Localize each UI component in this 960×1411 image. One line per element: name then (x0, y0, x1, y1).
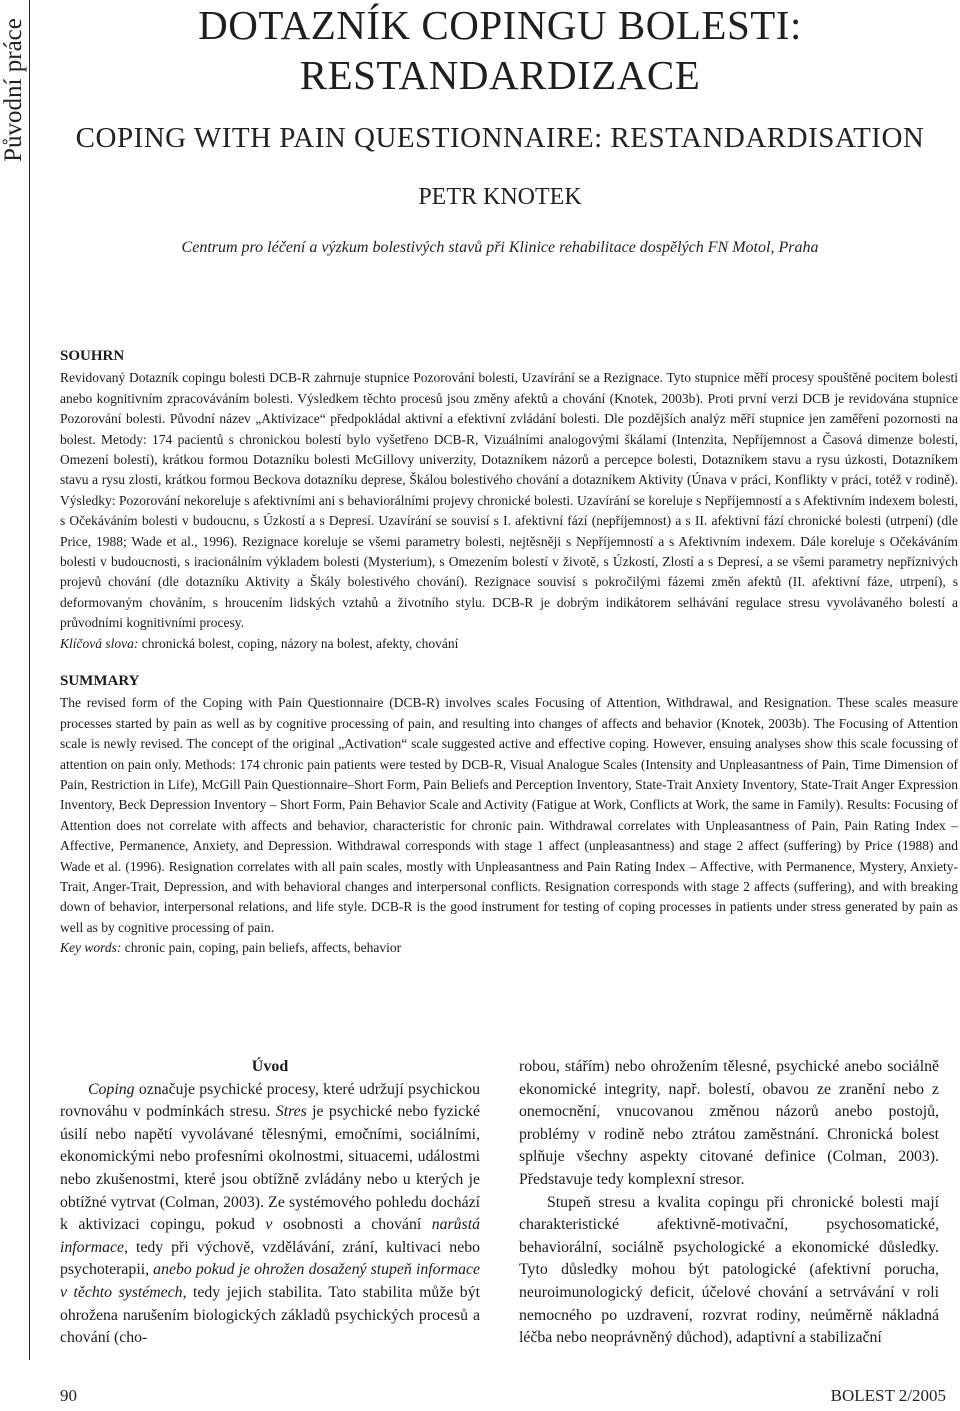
keywords-label-english: Key words: (60, 940, 122, 956)
abstract-english-body: The revised form of the Coping with Pain Questionnaire (DCB-R) involves scales Focusing of Attention, Withdrawal, and Resignation. These scales measure processes started by pain as well as by cognitive processing of pain, and resulting into changes of affects and behavior (Knotek, 2003b). The Focusing of Attention scale is newly revised. The concept of the original „Activation“ scale suggested active and effective coping. However, ensuing analyses show this scale focussing of attention on pain only. Methods: 174 chronic pain patients were tested by DCB-R, Visual Analogue Scales (Intensity and Unpleasantness of Pain, Time Dimension of Pain, Restriction in Life), McGill Pain Questionnaire–Short Form, Pain Beliefs and Perception Inventory, State-Trait Anxiety Inventory, State-Trait Anger Expression Inventory, Beck Depression Inventory – Short Form, Pain Behavior Scale and Activity (Fatigue at Work, Conflicts at Work, the same in Family). Results: Focusing of Attention does not correlate with affects and behavior, characteristic for chronic pain. Withdrawal correlates with Unpleasantness of Pain, Pain Rating Index – Affective, Permanence, Anxiety, and Depression. Withdrawal corresponds with stage 1 affect (unpleasantness) and stage 2 affect (suffering) by Price (1988) and Wade et al. (1996). Resignation correlates with all pain scales, mostly with Unpleasantness and Pain Rating Index – Affective, with Permanence, Mystery, Anxiety-Trait, Anger-Trait, Depression, and with behavioral changes and interpersonal conflicts. Resignation corresponds with stage 2 affects (suffering), and with breaking down of behavior, interpersonal relations, and life style. DCB-R is the good instrument for testing of coping processes in patients under stress generated by pain as well as by cognitive processing of pain. (60, 695, 958, 935)
section-label: Původní práce (0, 18, 27, 162)
section-heading-uvod: Úvod (251, 1058, 289, 1075)
term-stres: Stres (275, 1103, 307, 1121)
text-run: je psychické nebo fyzické úsilí nebo napětí vyvolávané tělesnými, emočními, sociálními, ekonomickými nebo profesními okolnostmi, situacemi, událostmi nebo zkušenostmi, které jsou obtížně zvládány nebo u kterých je obtížné vytrvat (Colman, 2003). Ze systémového pohledu dochází k aktivizaci copingu, pokud (60, 1103, 480, 1234)
text-run: označuje psychické procesy, které udržují psychickou rovnováhu v podmínkách stresu. (60, 1080, 480, 1121)
abstract-english-text (60, 693, 958, 938)
intro-paragraph-1-continued: robou, stářím) nebo ohrožením tělesné, psychické anebo sociálně ekonomické integrity, např. bolestí, obavou ze zranění nebo z onemocnění, vnucovanou změnou názorů anebo postojů, problémy v rodině nebo ztrátou zaměstnání. Chronická bolest splňuje všechny aspekty citované definice (Colman, 2003). Představuje tedy komplexní stresor. (519, 1058, 939, 1188)
abstract-english-keywords (60, 938, 958, 958)
keywords-english: chronic pain, coping, pain beliefs, affects, behavior (121, 940, 402, 956)
text-run: , tedy jejich stabilita. Tato stabilita může být ohrožena narušením biologických základů psychických procesů a chování (cho- (60, 1283, 480, 1347)
section-side-tab (0, 0, 30, 1360)
text-run: osobnosti a chování (272, 1216, 432, 1234)
italic-run: narůstá informace (60, 1216, 480, 1256)
abstract-czech-text (60, 368, 958, 633)
abstract-czech (60, 346, 958, 654)
page-number: 90 (60, 1386, 77, 1405)
keywords-czech: chronická bolest, coping, názory na bolest, afekty, chování (138, 635, 459, 651)
article-title-line-2: RESTANDARDIZACE (299, 52, 701, 98)
journal-issue: BOLEST 2/2005 (830, 1386, 946, 1405)
italic-run: anebo pokud je ohrožen dosažený stupeň informace v těchto systémech (60, 1261, 481, 1301)
intro-paragraph-1 (60, 1079, 480, 1350)
term-coping: Coping (88, 1080, 135, 1098)
body-column-right (519, 1056, 939, 1350)
text-run: , tedy při výchově, vzdělávání, zrání, kultivaci nebo psychoterapii, (60, 1238, 480, 1279)
author-name: PETR KNOTEK (418, 184, 582, 210)
keywords-label-czech: Klíčová slova: (60, 635, 139, 651)
abstract-czech-body: Revidovaný Dotazník copingu bolesti DCB-R zahrnuje stupnice Pozorování bolesti, Uzavírání se a Rezignace. Tyto stupnice měří procesy spouštěné pocitem bolesti anebo kognitivním zpracováváním bolesti. Výsledkem těchto procesů jsou změny afektů a chování (Knotek, 2003b). Proti první verzi DCB je revidována stupnice Pozorování bolesti. Původní název „Aktivizace“ předpokládal aktivní a efektivní zvládání bolesti. Dle pozdějších analýz měří stupnice jen zaměření pozornosti na bolest. Metody: 174 pacientů s chronickou bolestí bylo vyšetřeno DCB-R, Vizuálními analogovými škálami (Intenzita, Nepříjemnost a Časová dimenze bolesti, Omezení bolestí), krátkou formou Dotazníku bolesti McGillovy univerzity, Dotazníkem názorů a percepce bolesti, Dotazníkem stavu a rysu úzkosti, Dotazníkem stavu a rysu zlosti, krátkou formou Beckova dotazníku deprese, Škálou bolestivého chování a dotazníkem Aktivity (Únava v práci, Konflikty v práci, totéž v rodině). Výsledky: Pozorování nekoreluje s afektivními ani s behaviorálními projevy chronické bolesti. Uzavírání se koreluje s Nepříjemností a s Afektivním indexem bolesti, s Očekáváním bolesti v budoucnu, s Úzkostí a s Depresí. Uzavírání se souvisí s I. afektivní fází (nepříjemnost) a s II. afektivní fází chronické bolesti (utrpení) (dle Price, 1988; Wade et al., 1996). Rezignace koreluje se všemi parametry bolesti, nejtěsněji s Nepříjemností a s Afektivním indexem. Dále koreluje s Očekáváním bolesti v budoucnosti, s iracionálním výkladem bolesti (Mysterium), s Omezením bolestí v životě, s Úzkostí, Zlostí a s Depresí, a se všemi parametry nepříznivých projevů chování (dle dotazníku Aktivity a Škály bolestivého chování). Rezignace souvisí s pokročilými fázemi změn afektů (II. afektivní fáze, utrpení), s deformovaným chováním, s hroucením lidských vztahů a životního stylu. DCB-R je dobrým indikátorem selhávání regulace stresu vyvolávaného bolestí a průvodními kognitivními procesy. (60, 370, 958, 631)
intro-paragraph-2: Stupeň stresu a kvalita copingu při chronické bolesti mají charakteristické afektivně-motivační, psychosomatické, behaviorální, sociálně psychologické a ekonomické důsledky. Tyto důsledky mohou být patologické (afektivní porucha, neuroimunologický deficit, účelové chování a setrvávání v roli nemocného po uzdravení, rozvrat rodiny, neúměrně nákladná léčba nebo neoprávněný důchod), adaptivní a stabilizační (519, 1193, 939, 1347)
italic-run: v (265, 1216, 273, 1234)
english-title: COPING WITH PAIN QUESTIONNAIRE: RESTANDARDISATION (75, 122, 925, 154)
abstract-english (60, 671, 958, 959)
abstract-czech-keywords (60, 634, 958, 654)
article-title-line-1: DOTAZNÍK COPINGU BOLESTI: (198, 2, 802, 48)
body-column-left (60, 1056, 480, 1350)
author-affiliation: Centrum pro léčení a výzkum bolestivých stavů při Klinice rehabilitace dospělých FN Motol, Praha (181, 239, 819, 256)
abstract-czech-heading: SOUHRN (60, 348, 125, 364)
abstract-english-heading: SUMMARY (60, 673, 140, 689)
